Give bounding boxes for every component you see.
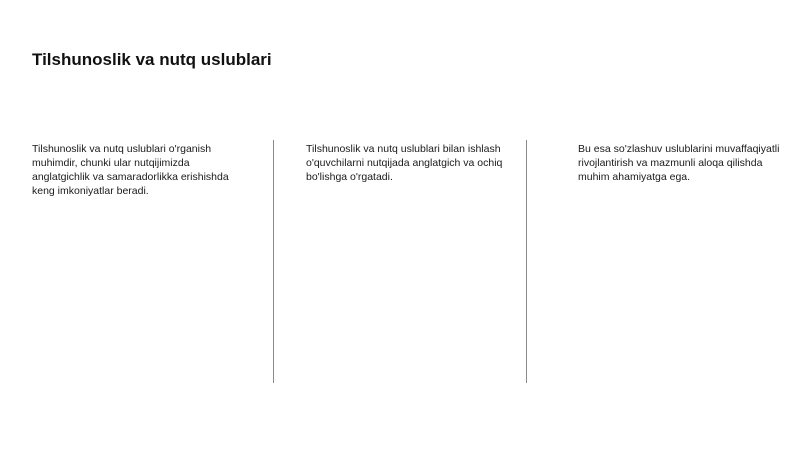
column-divider <box>273 140 274 383</box>
column-text-1: Tilshunoslik va nutq uslublari o'rganish muhimdir, chunki ular nutqijimizda anglatgichlik va samaradorlikka erishishda keng imkoniyatlar beradi. <box>32 143 229 197</box>
column-divider <box>526 140 527 383</box>
slide-title: Tilshunoslik va nutq uslublari <box>32 50 272 69</box>
column-text-2: Tilshunoslik va nutq uslublari bilan ishlash o'quvchilarni nutqijada anglatgich va ochiq bo'lishga o'rgatadi. <box>306 143 503 183</box>
column-text-3: Bu esa so'zlashuv uslublarini muvaffaqiyatli rivojlantirish va mazmunli aloqa qilishda muhim ahamiyatga ega. <box>578 143 780 183</box>
